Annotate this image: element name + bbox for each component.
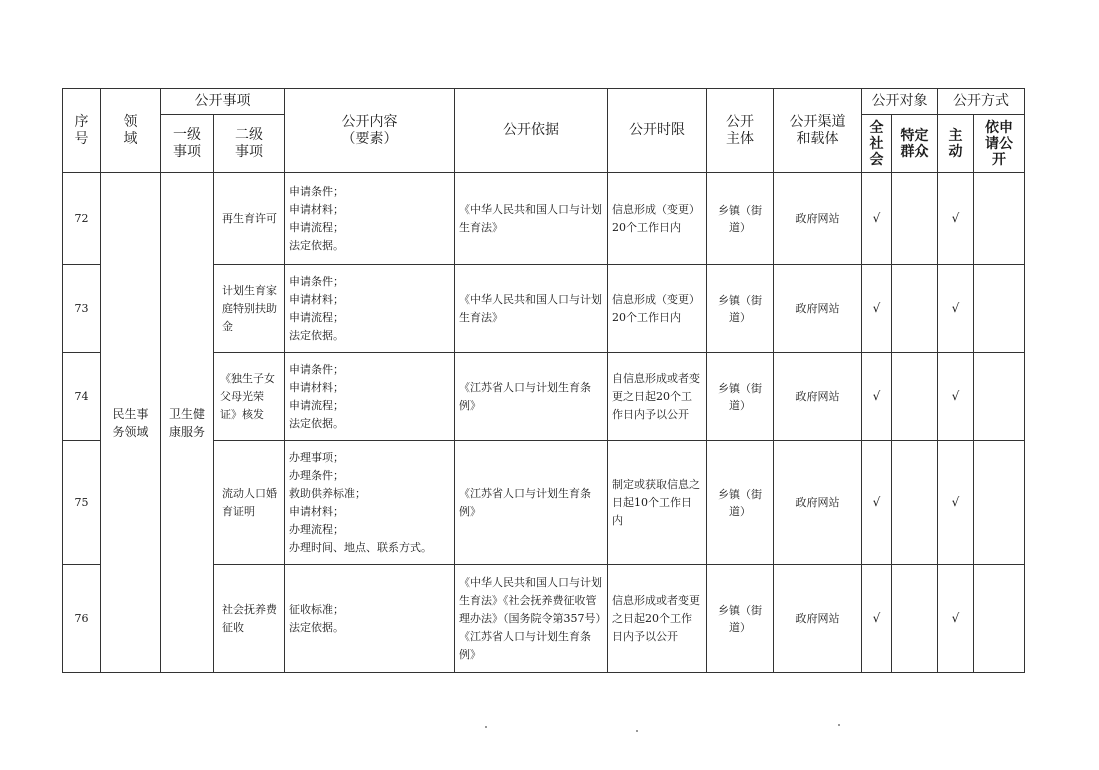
content-line: 申请材料； [289, 504, 344, 518]
row-level2-text: 社会抚养费征收 [222, 602, 277, 634]
scan-dot [636, 730, 638, 732]
row-channel: 政府网站 [774, 353, 862, 441]
row-on-request [974, 265, 1025, 353]
content-line: 办理条件； [289, 468, 344, 482]
row-content [285, 265, 455, 353]
row-seq: 73 [63, 265, 101, 353]
row-on-request [974, 565, 1025, 673]
header-level2-text: 二级事项 [235, 126, 263, 160]
row-all-society: √ [862, 441, 892, 565]
header-seq [63, 89, 101, 173]
header-method-group: 公开方式 [938, 89, 1025, 115]
row-specific [892, 173, 938, 265]
row-subject: 乡镇（街道） [707, 173, 774, 265]
row-level2-text: 《独生子女父母光荣证》核发 [220, 371, 275, 421]
content-line: 办理事项； [289, 450, 344, 464]
content-line: 申请流程； [289, 398, 344, 412]
header-content-line1: 公开内容 [341, 113, 398, 130]
row-level2 [214, 441, 285, 565]
row-content [285, 353, 455, 441]
row-basis: 《江苏省人口与计划生育条例》 [455, 441, 608, 565]
content-line: 办理时间、地点、联系方式。 [289, 540, 432, 554]
row-specific [892, 441, 938, 565]
header-content [285, 89, 455, 173]
row-specific [892, 353, 938, 441]
row-basis: 《中华人民共和国人口与计划生育法》 [455, 173, 608, 265]
row-level2-text: 流动人口婚育证明 [222, 486, 277, 518]
row-content [285, 173, 455, 265]
scan-dot [838, 724, 840, 726]
header-target-specific-text: 特定群众 [900, 127, 929, 160]
content-line: 申请材料； [289, 380, 344, 394]
row-specific [892, 565, 938, 673]
row-on-request [974, 353, 1025, 441]
header-seq-text: 序号 [74, 113, 89, 147]
row-subject: 乡镇（街道） [707, 565, 774, 673]
header-target-specific [892, 115, 938, 173]
header-domain-text: 领域 [123, 113, 138, 147]
row-seq: 75 [63, 441, 101, 565]
header-subject [707, 89, 774, 173]
content-line: 申请条件； [289, 184, 344, 198]
row-time-limit: 制定或获取信息之日起10个工作日内 [608, 441, 707, 565]
header-level2 [214, 115, 285, 173]
row-time-limit: 自信息形成或者变更之日起20个工作日内予以公开 [608, 353, 707, 441]
header-channel-line1: 公开渠道 [789, 113, 846, 130]
header-target-all [862, 115, 892, 173]
content-line: 申请材料； [289, 292, 344, 306]
level1-text: 卫生健康服务 [169, 406, 206, 439]
content-line: 办理流程； [289, 522, 344, 536]
header-method-active [938, 115, 974, 173]
domain-text: 民生事务领域 [112, 406, 149, 439]
content-line: 申请条件； [289, 274, 344, 288]
level1-cell [161, 173, 214, 673]
row-channel: 政府网站 [774, 173, 862, 265]
header-method-request-text: 依申请公开 [985, 119, 1013, 168]
row-seq: 76 [63, 565, 101, 673]
content-line: 法定依据。 [289, 328, 344, 342]
scan-dot [485, 726, 487, 728]
header-channel [774, 89, 862, 173]
row-basis: 《中华人民共和国人口与计划生育法》《社会抚养费征收管理办法》（国务院令第357号）《江苏省人口与计划生育条例》 [455, 565, 608, 673]
row-seq: 72 [63, 173, 101, 265]
domain-cell [101, 173, 161, 673]
content-line: 征收标准； [289, 602, 344, 616]
content-line: 申请材料； [289, 202, 344, 216]
table-row [63, 173, 1025, 265]
row-active: √ [938, 565, 974, 673]
row-level2 [214, 265, 285, 353]
row-content [285, 565, 455, 673]
row-level2-text: 再生育许可 [222, 211, 277, 225]
content-line: 法定依据。 [289, 416, 344, 430]
row-active: √ [938, 353, 974, 441]
row-subject: 乡镇（街道） [707, 441, 774, 565]
content-line: 申请流程； [289, 220, 344, 234]
row-content [285, 441, 455, 565]
row-all-society: √ [862, 565, 892, 673]
header-channel-line2: 和载体 [796, 130, 839, 147]
header-matter-group: 公开事项 [161, 89, 285, 115]
row-basis: 《中华人民共和国人口与计划生育法》 [455, 265, 608, 353]
row-channel: 政府网站 [774, 265, 862, 353]
header-content-line2: （要素） [341, 130, 398, 147]
disclosure-table [62, 88, 1025, 673]
row-all-society: √ [862, 173, 892, 265]
row-basis: 《江苏省人口与计划生育条例》 [455, 353, 608, 441]
row-time-limit: 信息形成（变更）20个工作日内 [608, 265, 707, 353]
header-domain [101, 89, 161, 173]
row-level2 [214, 353, 285, 441]
row-time-limit: 信息形成或者变更之日起20个工作日内予以公开 [608, 565, 707, 673]
row-on-request [974, 173, 1025, 265]
content-line: 救助供养标准； [289, 486, 366, 500]
header-method-request [974, 115, 1025, 173]
header-time-limit: 公开时限 [608, 89, 707, 173]
header-level1-text: 一级事项 [173, 126, 201, 160]
row-all-society: √ [862, 353, 892, 441]
row-specific [892, 265, 938, 353]
content-line: 申请流程； [289, 310, 344, 324]
header-subject-text: 公开主体 [726, 113, 754, 147]
row-seq: 74 [63, 353, 101, 441]
header-target-all-text: 全社会 [869, 119, 884, 168]
row-subject: 乡镇（街道） [707, 353, 774, 441]
row-time-limit: 信息形成（变更）20个工作日内 [608, 173, 707, 265]
row-channel: 政府网站 [774, 565, 862, 673]
content-line: 法定依据。 [289, 238, 344, 252]
row-active: √ [938, 173, 974, 265]
row-all-society: √ [862, 265, 892, 353]
row-level2-text: 计划生育家庭特别扶助金 [222, 283, 277, 333]
header-basis: 公开依据 [455, 89, 608, 173]
row-subject: 乡镇（街道） [707, 265, 774, 353]
row-active: √ [938, 265, 974, 353]
row-on-request [974, 441, 1025, 565]
content-line: 申请条件； [289, 362, 344, 376]
header-method-active-text: 主动 [948, 127, 963, 160]
row-channel: 政府网站 [774, 441, 862, 565]
row-active: √ [938, 441, 974, 565]
content-line: 法定依据。 [289, 620, 344, 634]
header-level1 [161, 115, 214, 173]
row-level2 [214, 565, 285, 673]
row-level2 [214, 173, 285, 265]
header-target-group: 公开对象 [862, 89, 938, 115]
